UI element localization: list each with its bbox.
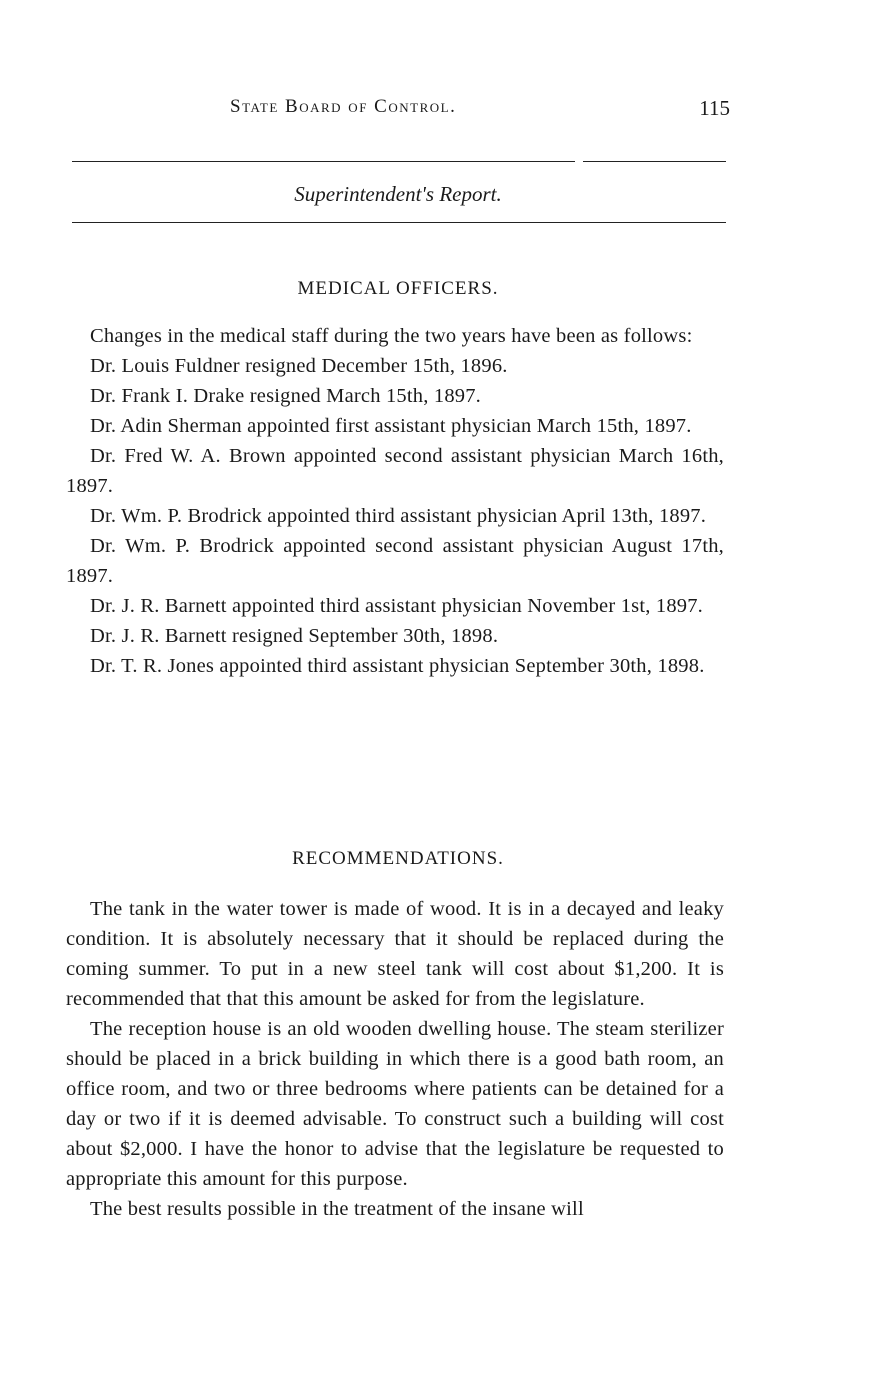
- recommendations-text: [66, 894, 724, 1224]
- water-tower-paragraph: The tank in the water tower is made of wood. It is in a decayed and leaky condition. It is absolutely necessary that it should be replaced during the coming summer. To put in a new steel tank will cost about $1,200. It is recommended that that this amount be asked for from the legislature.: [66, 898, 724, 1010]
- page-number: 115: [699, 96, 730, 120]
- section-title: Superintendent's Report.: [294, 182, 502, 206]
- running-head: [230, 96, 730, 126]
- staff-change-entry: Dr. Wm. P. Brodrick appointed second assistant physician August 17th, 1897.: [66, 535, 724, 587]
- staff-change-entry: Dr. Wm. P. Brodrick appointed third assistant physician April 13th, 1897.: [90, 505, 707, 527]
- staff-change-entry: Dr. Fred W. A. Brown appointed second assistant physician March 16th, 1897.: [66, 445, 724, 497]
- staff-change-entry: Dr. J. R. Barnett appointed third assistant physician November 1st, 1897.: [90, 595, 704, 617]
- medical-officers-heading: MEDICAL OFFICERS.: [297, 278, 499, 299]
- staff-change-entry: Dr. Frank I. Drake resigned March 15th, 1897.: [90, 385, 482, 407]
- staff-change-entry: Dr. J. R. Barnett resigned September 30th, 1898.: [90, 625, 499, 647]
- top-rule-right: [583, 161, 726, 162]
- top-rule-left: [72, 161, 575, 162]
- running-title: State Board of Control.: [230, 96, 457, 117]
- treatment-paragraph: The best results possible in the treatment of the insane will: [90, 1198, 584, 1220]
- staff-change-entry: Dr. Adin Sherman appointed first assistant physician March 15th, 1897.: [90, 415, 692, 437]
- staff-change-entry: Dr. Louis Fuldner resigned December 15th, 1896.: [90, 355, 508, 377]
- bottom-rule: [72, 222, 726, 223]
- staff-change-entry: Dr. T. R. Jones appointed third assistant physician September 30th, 1898.: [90, 655, 705, 677]
- staff-changes-intro: Changes in the medical staff during the two years have been as follows:: [90, 325, 693, 347]
- recommendations-heading: RECOMMENDATIONS.: [292, 848, 504, 869]
- medical-officers-text: [66, 321, 724, 681]
- reception-house-paragraph: The reception house is an old wooden dwelling house. The steam sterilizer should be placed in a brick building in which there is a good bath room, an office room, and two or three bedrooms where patients can be detained for a day or two if it is deemed advisable. To construct such a building will cost about $2,000. I have the honor to advise that the legislature be requested to appropriate this amount for this purpose.: [66, 1018, 724, 1190]
